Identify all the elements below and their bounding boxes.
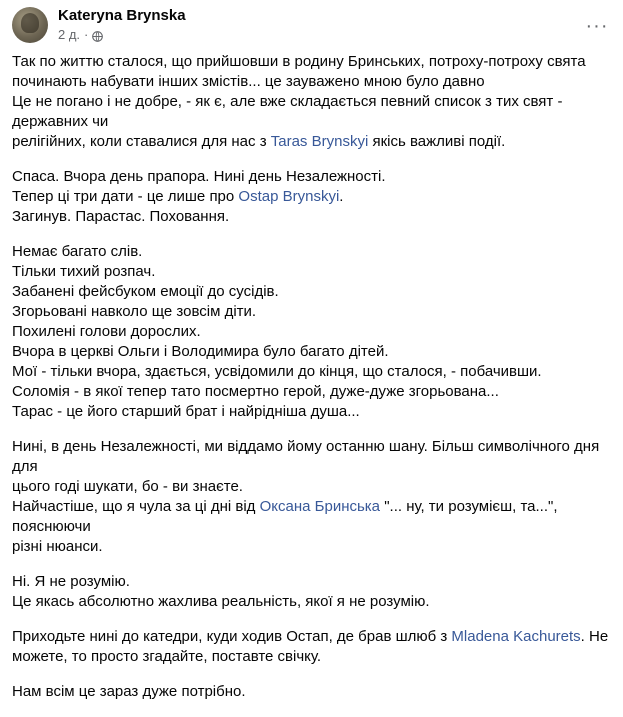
text-line — [12, 437, 609, 477]
text-segment: Приходьте нині до катедри, куди ходив Остап, де брав шлюб з — [12, 628, 452, 645]
profile-mention-link[interactable]: Taras Brynskyi — [270, 133, 369, 150]
text-line — [12, 647, 609, 667]
text-line — [12, 302, 609, 322]
text-segment: Тільки тихий розпач. — [12, 263, 156, 280]
text-line — [12, 92, 609, 132]
text-line — [12, 282, 609, 302]
text-segment: релігійних, коли ставалися для нас з — [12, 133, 271, 150]
text-segment: Згорьовані навколо ще зовсім діти. — [12, 303, 257, 320]
text-segment: Спаса. Вчора день прапора. Нині день Незалежності. — [12, 168, 386, 185]
text-line — [12, 132, 609, 152]
text-line — [12, 362, 609, 382]
text-segment: Тарас - це його старший брат і найрідніша душа... — [12, 403, 360, 420]
text-line — [12, 242, 609, 262]
text-line — [12, 167, 609, 187]
text-segment: якісь важливі події. — [368, 133, 506, 150]
globe-icon[interactable] — [92, 30, 103, 41]
text-segment: Це якась абсолютно жахлива реальність, якої я не розумію. — [12, 593, 430, 610]
profile-mention-link[interactable]: Ostap Brynskyi — [238, 188, 340, 205]
profile-mention-link[interactable]: Mladena Kachurets — [451, 628, 581, 645]
text-line — [12, 72, 609, 92]
text-line — [12, 592, 609, 612]
text-segment: Мої - тільки вчора, здається, усвідомили до кінця, що сталося, - побачивши. — [12, 363, 542, 380]
text-segment: різні нюанси. — [12, 538, 103, 555]
text-line — [12, 572, 609, 592]
post-paragraph — [12, 167, 609, 227]
separator-dot: · — [84, 27, 89, 42]
text-segment: Вчора в церкві Ольги і Володимира було багато дітей. — [12, 343, 389, 360]
text-segment: Так по життю сталося, що прийшовши в родину Бринських, потроху-потроху свята — [12, 53, 586, 70]
text-segment: Похилені голови дорослих. — [12, 323, 201, 340]
profile-mention-link[interactable]: Оксана Бринська — [259, 498, 381, 515]
text-segment: Це не погано і не добре, - як є, але вже складається певний список з тих свят - державних чи — [12, 93, 563, 130]
post-paragraph — [12, 242, 609, 422]
text-segment: Найчастіше, що я чула за ці дні від — [12, 498, 260, 515]
text-segment: Соломія - в якої тепер тато посмертно герой, дуже-дуже згорьована... — [12, 383, 499, 400]
post-paragraph — [12, 52, 609, 152]
post-subline — [58, 27, 186, 43]
text-line — [12, 382, 609, 402]
text-segment: Ні. Я не розумію. — [12, 573, 130, 590]
text-segment: Тепер ці три дати - це лише про — [12, 188, 239, 205]
text-line — [12, 262, 609, 282]
text-segment: цього годі шукати, бо - ви знаєте. — [12, 478, 243, 495]
text-segment: Нам всім це зараз дуже потрібно. — [12, 683, 246, 700]
post-meta — [58, 7, 186, 43]
text-segment: Нині, в день Незалежності, ми віддамо йому останню шану. Більш символічного дня для — [12, 438, 600, 475]
more-options-icon[interactable]: ··· — [585, 15, 609, 37]
text-segment: Забанені фейсбуком емоції до сусідів. — [12, 283, 279, 300]
author-avatar[interactable] — [12, 7, 48, 43]
text-line — [12, 402, 609, 422]
text-line — [12, 627, 609, 647]
post-paragraph — [12, 627, 609, 667]
post-body — [12, 52, 609, 717]
post-time[interactable]: 2 д. — [58, 27, 81, 42]
post-paragraph — [12, 682, 609, 702]
text-line — [12, 537, 609, 557]
author-name[interactable]: Kateryna Brynska — [58, 7, 186, 24]
text-segment: . — [339, 188, 344, 205]
text-line — [12, 342, 609, 362]
text-line — [12, 682, 609, 702]
text-line — [12, 187, 609, 207]
post-paragraph — [12, 437, 609, 557]
text-segment: Загинув. Парастас. Поховання. — [12, 208, 230, 225]
text-segment: можете, то просто згадайте, поставте свічку. — [12, 648, 322, 665]
text-segment: Немає багато слів. — [12, 243, 143, 260]
text-line — [12, 497, 609, 537]
text-line — [12, 477, 609, 497]
text-segment: . Не — [580, 628, 609, 645]
text-segment: починають набувати інших змістів... це зауважено мною було давно — [12, 73, 485, 90]
text-line — [12, 207, 609, 227]
post-paragraph — [12, 572, 609, 612]
text-line — [12, 322, 609, 342]
text-segment: "... ну, ти розумієш, та...", пояснюючи — [12, 498, 558, 535]
post-header — [12, 8, 186, 42]
text-line — [12, 52, 609, 72]
